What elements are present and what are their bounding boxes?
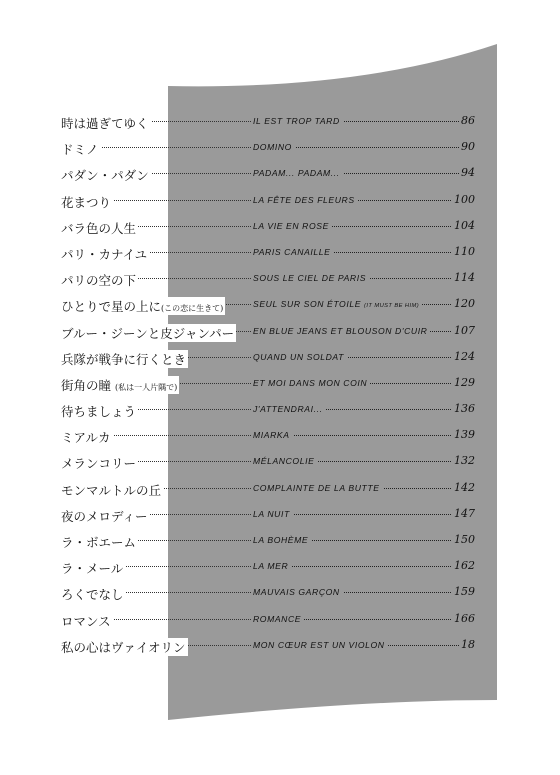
page-number: 136 (454, 402, 475, 416)
japanese-title: メランコリー (61, 456, 137, 472)
toc-entry[interactable] (61, 348, 481, 374)
toc-entry[interactable] (61, 531, 481, 557)
toc-entry[interactable] (61, 636, 481, 662)
french-title: MON CŒUR EST UN VIOLON (253, 640, 388, 650)
table-of-contents (61, 112, 481, 662)
page-number: 110 (454, 244, 475, 258)
page-number: 120 (454, 297, 475, 311)
japanese-title: ラ・メール (61, 561, 124, 577)
japanese-title: ミアルカ (61, 430, 111, 446)
page-number: 90 (461, 140, 475, 154)
japanese-title: 花まつり (61, 194, 112, 210)
page-number: 107 (454, 323, 475, 337)
french-title: MÉLANCOLIE (253, 456, 317, 466)
japanese-title: ひとりで星の上に(この恋に生きて) (61, 299, 224, 315)
japanese-title: 待ちましょう (61, 404, 137, 420)
toc-entry[interactable] (61, 479, 481, 505)
toc-entry[interactable] (61, 191, 481, 217)
french-title: SEUL SUR SON ÉTOILE (IT MUST BE HIM) (253, 299, 422, 309)
french-title: ROMANCE (253, 614, 304, 624)
page-number: 159 (454, 585, 475, 599)
page-number: 147 (454, 506, 475, 520)
japanese-title: パダン・パダン (61, 168, 149, 184)
toc-entry[interactable] (61, 112, 481, 138)
toc-entry[interactable] (61, 400, 481, 426)
page-number: 162 (454, 559, 475, 573)
japanese-title: ロマンス (61, 613, 111, 629)
toc-entry[interactable] (61, 243, 481, 269)
toc-entry[interactable] (61, 505, 481, 531)
french-title: EN BLUE JEANS ET BLOUSON D'CUIR (253, 326, 430, 336)
page-number: 94 (461, 166, 475, 180)
page-number: 166 (454, 611, 475, 625)
japanese-title: バラ色の人生 (61, 220, 137, 236)
french-title: MIARKA (253, 430, 293, 440)
french-title: QUAND UN SOLDAT (253, 352, 347, 362)
toc-entry[interactable] (61, 374, 481, 400)
french-title: IL EST TROP TARD (253, 116, 343, 126)
japanese-title: ドミノ (61, 142, 99, 158)
toc-entry[interactable] (61, 138, 481, 164)
page-number: 129 (454, 375, 475, 389)
japanese-title: 私の心はヴァイオリン (61, 639, 186, 655)
japanese-title: ろくでなし (61, 587, 124, 603)
japanese-title: パリ・カナイユ (61, 246, 148, 262)
toc-entry[interactable] (61, 269, 481, 295)
french-title: LA NUIT (253, 509, 293, 519)
japanese-subtitle: (私は一人片隅で) (115, 382, 178, 392)
page-number: 124 (454, 349, 475, 363)
french-title: J'ATTENDRAI... (253, 404, 326, 414)
toc-entry[interactable] (61, 295, 481, 321)
page-number: 100 (454, 192, 475, 206)
french-title: PARIS CANAILLE (253, 247, 334, 257)
toc-entry[interactable] (61, 322, 481, 348)
toc-entry[interactable] (61, 217, 481, 243)
japanese-title: 兵隊が戦争に行くとき (61, 351, 187, 367)
japanese-title: 夜のメロディー (61, 508, 148, 524)
french-title: COMPLAINTE DE LA BUTTE (253, 483, 383, 493)
french-subtitle: (IT MUST BE HIM) (364, 303, 420, 310)
japanese-title: パリの空の下 (61, 273, 137, 289)
page-number: 104 (454, 218, 475, 232)
page-number: 132 (454, 454, 475, 468)
toc-entry[interactable] (61, 426, 481, 452)
french-title: PADAM... PADAM... (253, 168, 343, 178)
french-title: LA FÊTE DES FLEURS (253, 195, 358, 205)
page-number: 142 (454, 480, 475, 494)
french-title: LA VIE EN ROSE (253, 221, 332, 231)
toc-entry[interactable] (61, 164, 481, 190)
french-title: DOMINO (253, 142, 295, 152)
toc-entry[interactable] (61, 557, 481, 583)
french-title: SOUS LE CIEL DE PARIS (253, 273, 369, 283)
toc-entry[interactable] (61, 610, 481, 636)
japanese-title: 街角の瞳 (私は一人片隅で) (61, 377, 178, 393)
french-title: ET MOI DANS MON COIN (253, 378, 370, 388)
french-title: LA BOHÈME (253, 535, 311, 545)
page-number: 150 (454, 533, 475, 546)
japanese-title: ブルー・ジーンと皮ジャンパー (61, 325, 235, 341)
french-title: MAUVAIS GARÇON (253, 587, 343, 597)
japanese-subtitle: (この恋に生きて) (161, 304, 224, 314)
japanese-title: ラ・ボエーム (61, 535, 137, 550)
page-number: 139 (454, 428, 475, 442)
page-number: 114 (454, 271, 475, 285)
french-title: LA MER (253, 561, 291, 571)
japanese-title: 時は過ぎてゆく (61, 116, 149, 131)
page-number: 86 (461, 114, 475, 127)
japanese-title: モンマルトルの丘 (61, 482, 162, 498)
toc-entry[interactable] (61, 583, 481, 609)
toc-entry[interactable] (61, 452, 481, 478)
page-number: 18 (461, 637, 475, 651)
